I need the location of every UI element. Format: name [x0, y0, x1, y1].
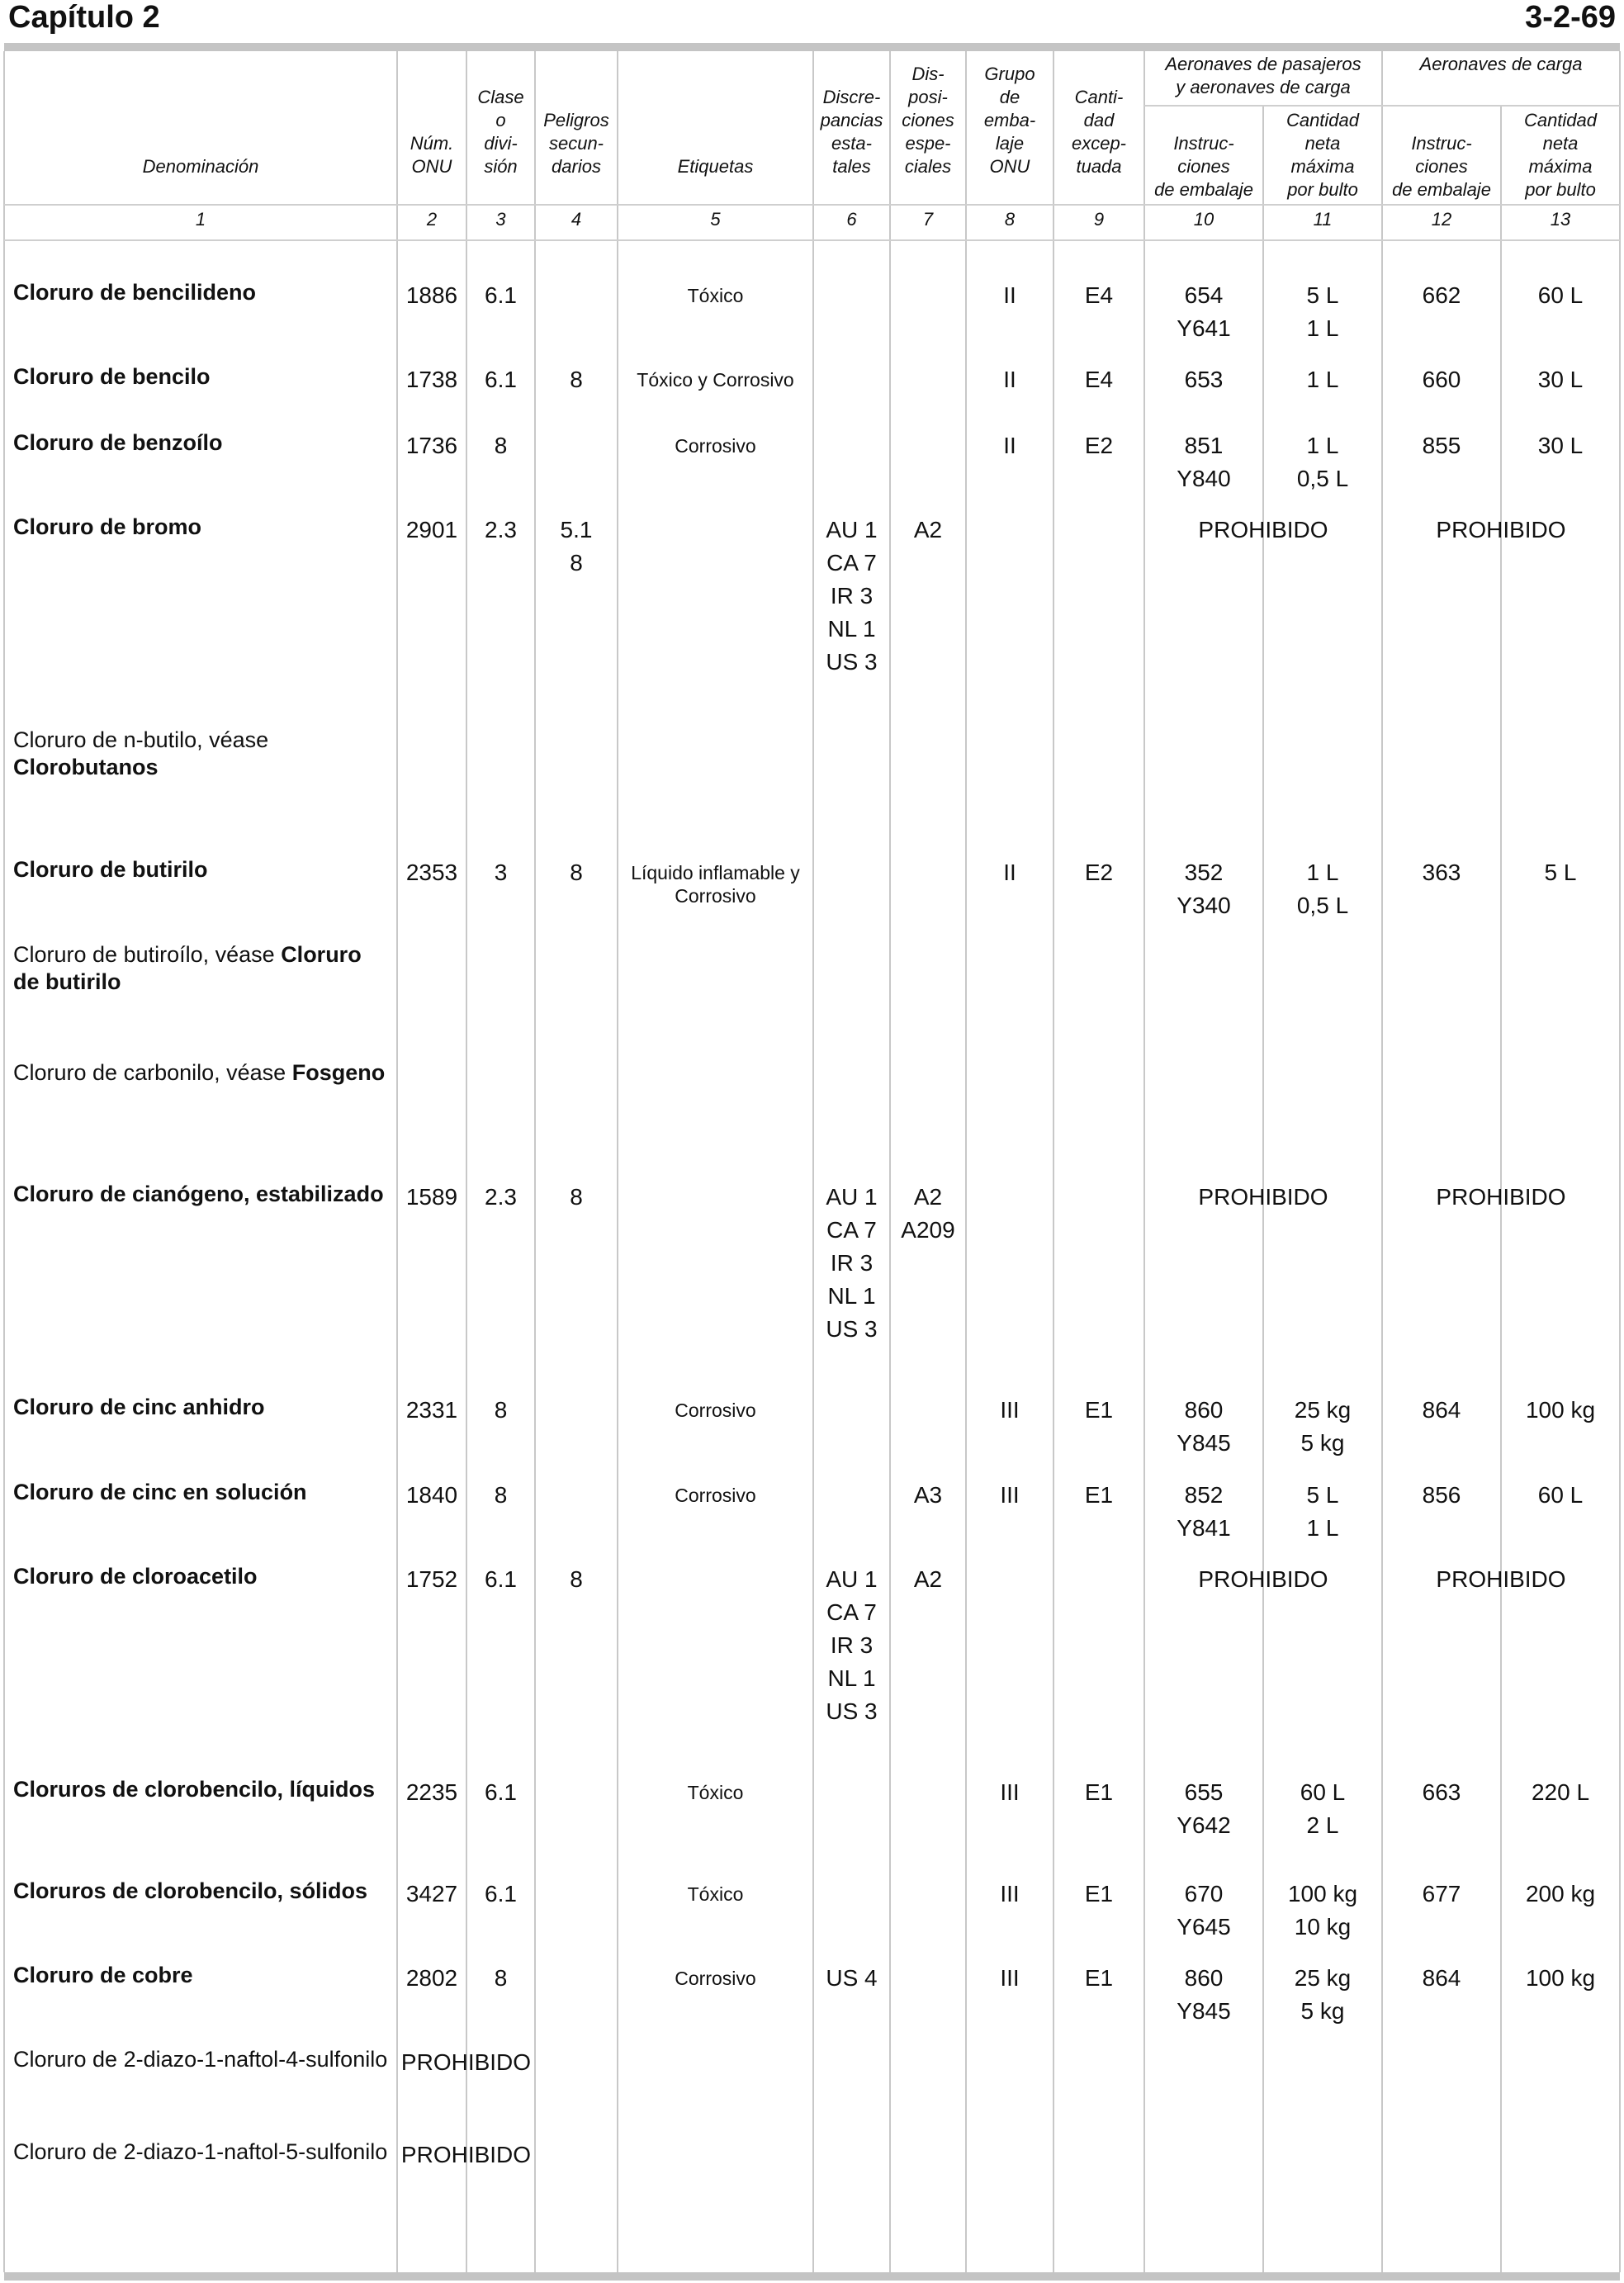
- clase-division: 2.3: [485, 1184, 517, 1210]
- instrucciones-embalaje-pax-line: Y642: [1177, 1812, 1231, 1838]
- cantidad-neta-pax-line: 5 kg: [1300, 1998, 1345, 2024]
- instrucciones-embalaje-pax-line: 670: [1184, 1881, 1224, 1906]
- instrucciones-embalaje-pax-line: Y641: [1177, 315, 1231, 341]
- discrepancias-estatales: [813, 1962, 890, 1995]
- header-disposiciones-line: espe-: [905, 133, 951, 154]
- instrucciones-embalaje-pax-line: 352: [1184, 860, 1224, 885]
- see-reference: Clorobutanos: [13, 755, 159, 779]
- prohibido-pasajeros: PROHIBIDO: [1198, 1566, 1328, 1592]
- header-instrucciones-carga-line: ciones: [1415, 156, 1468, 177]
- header-num-onu: [397, 132, 466, 178]
- discrepancias-estatales-line: AU 1: [826, 1566, 878, 1592]
- header-peligros-line: secun-: [548, 133, 604, 154]
- denominacion-cell: [13, 1776, 393, 1803]
- column-number: 6: [846, 209, 857, 230]
- clase-division: 8: [494, 1482, 508, 1508]
- column-number: 4: [571, 209, 582, 230]
- clase-division: 6.1: [485, 282, 517, 308]
- instrucciones-embalaje-pax: [1144, 1394, 1263, 1460]
- substance-name: Cloruro de butiroílo, véase: [13, 942, 275, 967]
- discrepancias-estatales-line: NL 1: [827, 1665, 876, 1691]
- see-reference: Cloruro de butirilo: [13, 942, 362, 994]
- denominacion-cell: [13, 429, 393, 457]
- discrepancias-estatales-line: NL 1: [827, 616, 876, 642]
- grupo-embalaje: III: [1000, 1779, 1020, 1805]
- header-cantidad-neta-carga-line: por bulto: [1525, 179, 1596, 200]
- denominacion-cell: [13, 1878, 393, 1905]
- discrepancias-estatales-line: US 3: [826, 649, 878, 675]
- cantidad-neta-carga: 220 L: [1531, 1779, 1590, 1805]
- instrucciones-embalaje-pax: [1144, 279, 1263, 345]
- chapter-title: Capítulo 2: [8, 0, 160, 35]
- cantidad-neta-pax-line: 1 L: [1306, 367, 1339, 392]
- instrucciones-embalaje-pax: [1144, 856, 1263, 922]
- cantidad-neta-pax-line: 25 kg: [1294, 1397, 1352, 1423]
- instrucciones-embalaje-carga: 660: [1422, 367, 1461, 392]
- etiquetas: Corrosivo: [675, 1485, 756, 1506]
- num-onu: 1589: [405, 1184, 458, 1210]
- cantidad-neta-pax-line: 100 kg: [1287, 1881, 1358, 1906]
- grupo-embalaje: III: [1000, 1965, 1020, 1991]
- prohibido: PROHIBIDO: [400, 2142, 532, 2167]
- instrucciones-embalaje-pax-line: Y841: [1177, 1515, 1231, 1541]
- cantidad-neta-pax: [1263, 1962, 1382, 2028]
- cantidad-neta-pax: [1263, 1394, 1382, 1460]
- cantidad-neta-pax-line: 60 L: [1300, 1779, 1346, 1805]
- discrepancias-estatales-line: AU 1: [826, 1184, 878, 1210]
- discrepancias-estatales-line: US 4: [826, 1965, 878, 1991]
- header-clase-line: sión: [484, 156, 518, 177]
- header-cantidad-neta-pax-line: neta: [1304, 133, 1341, 154]
- denominacion-cell: [13, 514, 393, 541]
- header-instrucciones-pax-line: de embalaje: [1154, 179, 1253, 200]
- header-etiquetas-line: Etiquetas: [677, 156, 754, 177]
- column-number: 2: [426, 209, 438, 230]
- header-discrepancias-line: Discre-: [822, 87, 881, 107]
- header-instrucciones-carga-line: de embalaje: [1392, 179, 1491, 200]
- row-divider: [4, 239, 1620, 241]
- clase-division: 8: [494, 1965, 508, 1991]
- header-clase-line: o: [495, 110, 506, 130]
- cantidad-neta-pax-line: 10 kg: [1294, 1914, 1352, 1940]
- clase-division: 6.1: [485, 1566, 517, 1592]
- row-divider: [4, 204, 1620, 206]
- disposiciones-especiales: [890, 1181, 966, 1247]
- column-number: 11: [1313, 209, 1333, 230]
- instrucciones-embalaje-carga: 864: [1422, 1397, 1461, 1423]
- header-group-carga: [1382, 53, 1620, 76]
- cantidad-neta-pax-line: 5 L: [1306, 1482, 1339, 1508]
- instrucciones-embalaje-carga: 677: [1422, 1881, 1461, 1906]
- cantidad-exceptuada: E2: [1084, 433, 1114, 458]
- header-cantidad-exceptuada-line: excep-: [1071, 133, 1127, 154]
- instrucciones-embalaje-pax-line: Y340: [1177, 893, 1231, 918]
- cantidad-neta-pax-line: 1 L: [1306, 315, 1339, 341]
- header-cantidad-neta-pax: [1263, 109, 1382, 201]
- header-cantidad-neta-carga-line: máxima: [1528, 156, 1593, 177]
- denominacion-cell: [13, 279, 393, 306]
- substance-name: Cloruro de cinc en solución: [13, 1480, 307, 1504]
- header-disposiciones-line: ciones: [902, 110, 954, 130]
- header-peligros-line: darios: [552, 156, 601, 177]
- discrepancias-estatales-line: IR 3: [830, 1632, 874, 1658]
- num-onu: 1886: [405, 282, 458, 308]
- column-number: 1: [195, 209, 206, 230]
- header-cantidad-exceptuada-line: dad: [1083, 110, 1115, 130]
- header-grupo-embalaje: [966, 63, 1053, 178]
- column-number: 10: [1193, 209, 1214, 230]
- header-disposiciones: [890, 63, 966, 178]
- header-etiquetas: [618, 155, 813, 178]
- column-number: 7: [922, 209, 934, 230]
- discrepancias-estatales-line: CA 7: [826, 1217, 877, 1243]
- denominacion-cell: [13, 1394, 393, 1421]
- denominacion-cell: [13, 363, 393, 391]
- cantidad-neta-carga: 100 kg: [1525, 1397, 1596, 1423]
- cantidad-neta-carga: 60 L: [1537, 282, 1584, 308]
- denominacion-cell: [13, 2046, 393, 2073]
- clase-division: 6.1: [485, 367, 517, 392]
- discrepancias-estatales-line: CA 7: [826, 550, 877, 575]
- prohibido-carga: PROHIBIDO: [1436, 517, 1566, 542]
- header-instrucciones-pax-line: Instruc-: [1173, 133, 1234, 154]
- row-divider: [1144, 105, 1620, 107]
- header-discrepancias-line: pancias: [820, 110, 883, 130]
- cantidad-neta-carga: 60 L: [1537, 1482, 1584, 1508]
- num-onu: 2802: [405, 1965, 458, 1991]
- discrepancias-estatales-line: AU 1: [826, 517, 878, 542]
- etiquetas: Líquido inflamable y Corrosivo: [631, 862, 800, 907]
- denominacion-cell: [13, 1181, 393, 1208]
- cantidad-exceptuada: E1: [1084, 1397, 1114, 1423]
- header-denominacion: [4, 155, 397, 178]
- peligros-secundarios-line: 8: [570, 550, 583, 575]
- grupo-embalaje: II: [1003, 367, 1016, 392]
- header-instrucciones-pax: [1144, 132, 1263, 201]
- etiquetas: Tóxico: [687, 285, 744, 306]
- instrucciones-embalaje-pax-line: 860: [1184, 1397, 1224, 1423]
- column-divider: [889, 51, 891, 2272]
- see-reference: Fosgeno: [291, 1060, 386, 1085]
- cantidad-neta-pax: [1263, 1776, 1382, 1842]
- cantidad-neta-carga: 200 kg: [1525, 1881, 1596, 1906]
- clase-division: 3: [494, 860, 508, 885]
- cantidad-neta-pax: [1263, 429, 1382, 495]
- num-onu: 1736: [405, 433, 458, 458]
- etiquetas: Tóxico: [687, 1782, 744, 1803]
- peligros-secundarios: [535, 856, 618, 889]
- cantidad-exceptuada: E1: [1084, 1779, 1114, 1805]
- denominacion-cell: [13, 856, 393, 883]
- disposiciones-especiales-line: A209: [901, 1217, 955, 1243]
- header-cantidad-neta-carga: [1501, 109, 1620, 201]
- header-group-pasajeros: [1144, 53, 1382, 99]
- cantidad-neta-pax-line: 1 L: [1306, 433, 1339, 458]
- column-number: 13: [1550, 209, 1571, 230]
- cantidad-neta-pax: [1263, 363, 1382, 396]
- column-number: 8: [1004, 209, 1016, 230]
- discrepancias-estatales: [813, 1563, 890, 1728]
- header-disposiciones-line: Dis-: [911, 64, 945, 84]
- cantidad-exceptuada: E4: [1084, 282, 1114, 308]
- instrucciones-embalaje-pax-line: Y845: [1177, 1430, 1231, 1456]
- substance-name: Cloruro de cloroacetilo: [13, 1564, 258, 1589]
- instrucciones-embalaje-pax-line: 655: [1184, 1779, 1224, 1805]
- instrucciones-embalaje-carga: 663: [1422, 1779, 1461, 1805]
- instrucciones-embalaje-pax-line: Y840: [1177, 466, 1231, 491]
- discrepancias-estatales-line: NL 1: [827, 1283, 876, 1309]
- header-group-carga-line: Aeronaves de carga: [1419, 54, 1583, 74]
- denominacion-cell: [13, 1563, 393, 1590]
- clase-division: 6.1: [485, 1779, 517, 1805]
- disposiciones-especiales: [890, 514, 966, 547]
- grupo-embalaje: III: [1000, 1881, 1020, 1906]
- discrepancias-estatales-line: US 3: [826, 1698, 878, 1724]
- cantidad-neta-pax-line: 1 L: [1306, 1515, 1339, 1541]
- substance-name: Cloruro de bencilideno: [13, 280, 257, 305]
- discrepancias-estatales-line: IR 3: [830, 1250, 874, 1276]
- peligros-secundarios-line: 5.1: [560, 517, 593, 542]
- header-grupo-embalaje-line: Grupo: [984, 64, 1035, 84]
- disposiciones-especiales: [890, 1563, 966, 1596]
- peligros-secundarios-line: 8: [570, 860, 583, 885]
- header-instrucciones-carga-line: Instruc-: [1411, 133, 1472, 154]
- header-instrucciones-pax-line: ciones: [1177, 156, 1230, 177]
- substance-name: Cloruro de cianógeno, estabilizado: [13, 1182, 384, 1206]
- grupo-embalaje: II: [1003, 282, 1016, 308]
- substance-name: Cloruro de 2-diazo-1-naftol-4-sulfonilo: [13, 2047, 388, 2072]
- header-clase-line: Clase: [477, 87, 524, 107]
- clase-division: 8: [494, 433, 508, 458]
- header-peligros-line: Peligros: [543, 110, 609, 130]
- instrucciones-embalaje-pax-line: 860: [1184, 1965, 1224, 1991]
- instrucciones-embalaje-pax-line: Y645: [1177, 1914, 1231, 1940]
- substance-name: Cloruro de n-butilo, véase: [13, 727, 269, 752]
- peligros-secundarios: [535, 363, 618, 396]
- peligros-secundarios: [535, 514, 618, 580]
- substance-name: Cloruro de cinc anhidro: [13, 1395, 265, 1419]
- etiquetas: Corrosivo: [675, 435, 756, 457]
- cantidad-neta-carga: 100 kg: [1525, 1965, 1596, 1991]
- header-num-onu-line: Núm.: [410, 133, 454, 154]
- denominacion-cell: [13, 727, 393, 781]
- num-onu: 3427: [405, 1881, 458, 1906]
- column-number: 12: [1431, 209, 1452, 230]
- instrucciones-embalaje-pax-line: 653: [1184, 367, 1224, 392]
- header-group-pasajeros-line: Aeronaves de pasajeros: [1165, 54, 1361, 74]
- column-number: 5: [710, 209, 721, 230]
- header-cantidad-neta-pax-line: máxima: [1290, 156, 1355, 177]
- bottom-rule: [4, 2272, 1620, 2281]
- header-group-pasajeros-line: y aeronaves de carga: [1176, 77, 1351, 97]
- header-num-onu-line: ONU: [411, 156, 452, 177]
- instrucciones-embalaje-pax-line: 851: [1184, 433, 1224, 458]
- substance-name: Cloruros de clorobencilo, líquidos: [13, 1777, 376, 1802]
- substance-name: Cloruro de bromo: [13, 514, 201, 539]
- instrucciones-embalaje-carga: 856: [1422, 1482, 1461, 1508]
- denominacion-cell: [13, 1962, 393, 1989]
- cantidad-neta-pax-line: 0,5 L: [1296, 466, 1349, 491]
- cantidad-neta-pax-line: 5 kg: [1300, 1430, 1345, 1456]
- denominacion-cell: [13, 1059, 393, 1087]
- cantidad-neta-pax-line: 2 L: [1306, 1812, 1339, 1838]
- discrepancias-estatales: [813, 514, 890, 679]
- cantidad-neta-carga: 30 L: [1537, 433, 1584, 458]
- prohibido-carga: PROHIBIDO: [1436, 1184, 1566, 1210]
- cantidad-neta-pax: [1263, 279, 1382, 345]
- grupo-embalaje: III: [1000, 1482, 1020, 1508]
- denominacion-cell: [13, 941, 393, 996]
- num-onu: 2331: [405, 1397, 458, 1423]
- num-onu: 1738: [405, 367, 458, 392]
- column-divider: [3, 51, 5, 2272]
- discrepancias-estatales-line: CA 7: [826, 1599, 877, 1625]
- disposiciones-especiales-line: A2: [913, 1184, 943, 1210]
- cantidad-neta-pax: [1263, 1479, 1382, 1545]
- num-onu: 2353: [405, 860, 458, 885]
- instrucciones-embalaje-carga: 363: [1422, 860, 1461, 885]
- header-grupo-embalaje-line: laje: [995, 133, 1025, 154]
- peligros-secundarios: [535, 1181, 618, 1214]
- prohibido: PROHIBIDO: [400, 2049, 532, 2075]
- header-cantidad-neta-pax-line: Cantidad: [1285, 110, 1360, 130]
- header-cantidad-exceptuada: [1053, 86, 1144, 178]
- etiquetas: Tóxico: [687, 1883, 744, 1905]
- header-discrepancias-line: tales: [832, 156, 871, 177]
- peligros-secundarios: [535, 1563, 618, 1596]
- cantidad-neta-pax-line: 5 L: [1306, 282, 1339, 308]
- header-cantidad-neta-pax-line: por bulto: [1287, 179, 1358, 200]
- cantidad-neta-carga: 5 L: [1544, 860, 1577, 885]
- num-onu: 1752: [405, 1566, 458, 1592]
- cantidad-neta-pax: [1263, 1878, 1382, 1944]
- instrucciones-embalaje-pax-line: Y845: [1177, 1998, 1231, 2024]
- prohibido-carga: PROHIBIDO: [1436, 1566, 1566, 1592]
- instrucciones-embalaje-pax: [1144, 363, 1263, 396]
- header-cantidad-exceptuada-line: Canti-: [1074, 87, 1124, 107]
- substance-name: Cloruro de carbonilo, véase: [13, 1060, 286, 1085]
- substance-name: Cloruro de bencilo: [13, 364, 211, 389]
- header-cantidad-neta-carga-line: Cantidad: [1523, 110, 1598, 130]
- peligros-secundarios-line: 8: [570, 1184, 583, 1210]
- discrepancias-estatales: [813, 1181, 890, 1346]
- substance-name: Cloruro de butirilo: [13, 857, 208, 882]
- num-onu: 2235: [405, 1779, 458, 1805]
- disposiciones-especiales-line: A2: [913, 517, 943, 542]
- cantidad-exceptuada: E1: [1084, 1482, 1114, 1508]
- instrucciones-embalaje-carga: 662: [1422, 282, 1461, 308]
- page-number: 3-2-69: [1525, 0, 1616, 35]
- disposiciones-especiales-line: A3: [913, 1482, 943, 1508]
- substance-name: Cloruro de benzoílo: [13, 430, 223, 455]
- etiquetas: Corrosivo: [675, 1968, 756, 1989]
- peligros-secundarios-line: 8: [570, 1566, 583, 1592]
- header-disposiciones-line: posi-: [908, 87, 948, 107]
- instrucciones-embalaje-pax: [1144, 1479, 1263, 1545]
- denominacion-cell: [13, 1479, 393, 1506]
- cantidad-neta-pax: [1263, 856, 1382, 922]
- instrucciones-embalaje-carga: 855: [1422, 433, 1461, 458]
- instrucciones-embalaje-pax: [1144, 1878, 1263, 1944]
- clase-division: 8: [494, 1397, 508, 1423]
- grupo-embalaje: II: [1003, 860, 1016, 885]
- cantidad-exceptuada: E1: [1084, 1881, 1114, 1906]
- clase-division: 6.1: [485, 1881, 517, 1906]
- header-discrepancias-line: esta-: [831, 133, 872, 154]
- instrucciones-embalaje-pax: [1144, 429, 1263, 495]
- instrucciones-embalaje-pax-line: 852: [1184, 1482, 1224, 1508]
- column-number: 9: [1093, 209, 1105, 230]
- header-cantidad-exceptuada-line: tuada: [1076, 156, 1122, 177]
- header-denominacion-line: Denominación: [142, 156, 259, 177]
- num-onu: 1840: [405, 1482, 458, 1508]
- clase-division: 2.3: [485, 517, 517, 542]
- denominacion-cell: [13, 2139, 393, 2166]
- grupo-embalaje: II: [1003, 433, 1016, 458]
- instrucciones-embalaje-pax-line: 654: [1184, 282, 1224, 308]
- disposiciones-especiales-line: A2: [913, 1566, 943, 1592]
- prohibido-pasajeros: PROHIBIDO: [1198, 1184, 1328, 1210]
- discrepancias-estatales-line: US 3: [826, 1316, 878, 1342]
- prohibido-pasajeros: PROHIBIDO: [1198, 517, 1328, 542]
- header-grupo-embalaje-line: de: [999, 87, 1020, 107]
- instrucciones-embalaje-pax: [1144, 1776, 1263, 1842]
- header-disposiciones-line: ciales: [904, 156, 952, 177]
- header-clase-line: divi-: [484, 133, 518, 154]
- instrucciones-embalaje-carga: 864: [1422, 1965, 1461, 1991]
- grupo-embalaje: III: [1000, 1397, 1020, 1423]
- header-discrepancias: [813, 86, 890, 178]
- discrepancias-estatales-line: IR 3: [830, 583, 874, 609]
- top-rule: [4, 43, 1620, 51]
- etiquetas: Tóxico y Corrosivo: [637, 369, 794, 391]
- cantidad-neta-carga: 30 L: [1537, 367, 1584, 392]
- header-cantidad-neta-carga-line: neta: [1542, 133, 1579, 154]
- column-number: 3: [495, 209, 506, 230]
- disposiciones-especiales: [890, 1479, 966, 1512]
- header-grupo-embalaje-line: emba-: [983, 110, 1036, 130]
- cantidad-neta-pax-line: 25 kg: [1294, 1965, 1352, 1991]
- header-clase: [466, 86, 535, 178]
- substance-name: Cloruros de clorobencilo, sólidos: [13, 1878, 368, 1903]
- cantidad-exceptuada: E4: [1084, 367, 1114, 392]
- cantidad-neta-pax-line: 0,5 L: [1296, 893, 1349, 918]
- etiquetas: Corrosivo: [675, 1400, 756, 1421]
- substance-name: Cloruro de cobre: [13, 1963, 193, 1987]
- cantidad-neta-pax-line: 1 L: [1306, 860, 1339, 885]
- instrucciones-embalaje-pax: [1144, 1962, 1263, 2028]
- substance-name: Cloruro de 2-diazo-1-naftol-5-sulfonilo: [13, 2139, 388, 2164]
- header-peligros: [535, 109, 618, 178]
- peligros-secundarios-line: 8: [570, 367, 583, 392]
- header-instrucciones-carga: [1382, 132, 1501, 201]
- cantidad-exceptuada: E2: [1084, 860, 1114, 885]
- header-grupo-embalaje-line: ONU: [989, 156, 1030, 177]
- cantidad-exceptuada: E1: [1084, 1965, 1114, 1991]
- num-onu: 2901: [405, 517, 458, 542]
